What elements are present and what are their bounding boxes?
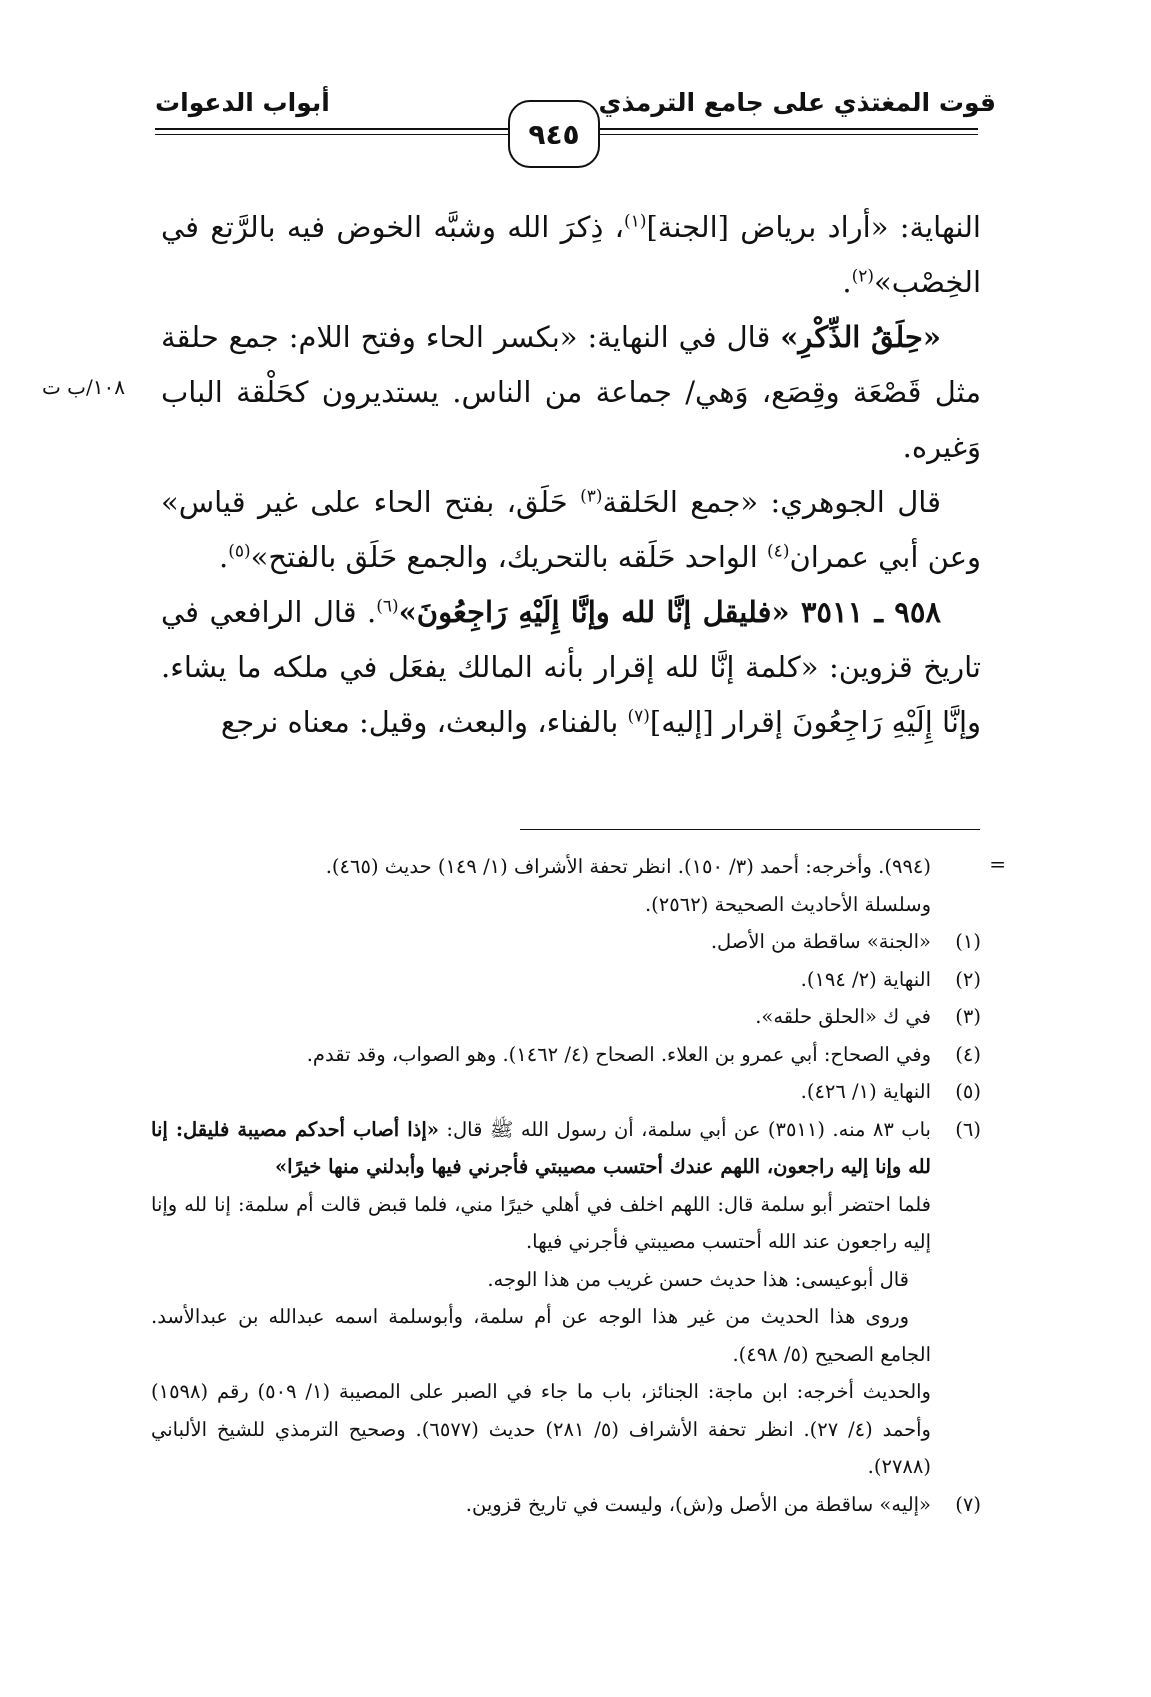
page-number: ٩٤٥ <box>508 100 600 168</box>
p1-text-b: ، ذِكرَ الله وشبَّه الخوض فيه بالرَّتع في الخِصْب» <box>161 210 981 299</box>
footnote-ref-7: (٧) <box>627 706 650 727</box>
footnote-6-grading: قال أبوعيسى: هذا حديث حسن غريب من هذا الوجه. <box>487 1267 909 1291</box>
footnote-7 <box>151 1486 981 1524</box>
p1-text-a: النهاية: «أراد برياض [الجنة] <box>646 210 981 244</box>
paragraph-2 <box>161 310 981 475</box>
footnote-separator <box>520 829 980 830</box>
p3-text-b: حَلَق، بفتح الحاء على غير قياس» وعن أبي عمران <box>161 485 981 574</box>
footnote-7-number: (٧) <box>955 1492 981 1516</box>
footnote-ref-6: (٦) <box>376 596 399 617</box>
footnote-2-text: النهاية (٢/ ١٩٤). <box>800 967 931 991</box>
p3-text-c: الواحد حَلَقه بالتحريك، والجمع حَلَق بالفتح» <box>250 540 768 574</box>
footnote-3 <box>151 998 981 1036</box>
main-text <box>161 200 981 750</box>
footnote-ref-3: (٣) <box>580 486 603 507</box>
footnote-continuation <box>151 848 981 923</box>
hadith-heading: ٩٥٨ ـ ٣٥١١ «فليقل إنَّا لله وإنَّا إِلَيْهِ رَاجِعُونَ» <box>398 595 941 629</box>
p4-text-b: بالفناء، والبعث، وقيل: معناه نرجع <box>220 705 628 739</box>
footnote-6-hadith: «إذا أصاب أحدكم مصيبة فليقل: إنا لله وإنا إليه راجعون، اللهم عندك أحتسب مصيبتي فأجرني فيها وأبدلني منها خيرًا» <box>151 1117 931 1178</box>
footnote-6-other-route: وروى هذا الحديث من غير هذا الوجه عن أم سلمة، وأبوسلمة اسمه عبدالله بن عبدالأسد. الجامع الصحيح (٥/ ٤٩٨). <box>151 1305 931 1366</box>
continuation-line-1: (٩٩٤). وأخرجه: أحمد (٣/ ١٥٠). انظر تحفة الأشراف (١/ ١٤٩) حديث (٤٦٥). <box>325 855 931 878</box>
chapter-title: أبواب الدعوات <box>155 88 330 117</box>
header-rule-left-thin <box>155 134 508 135</box>
footnote-6-narration: فلما احتضر أبو سلمة قال: اللهم اخلف في أهلي خيرًا مني، فلما قبض قالت أم سلمة: إنا لله وإنا إليه راجعون عند الله أحتسب مصيبتي فأجرني فيها. <box>151 1192 931 1253</box>
footnote-5-text: النهاية (١/ ٤٢٦). <box>800 1080 931 1103</box>
footnote-4-number: (٤) <box>955 1042 981 1066</box>
footnote-1-text: «الجنة» ساقطة من الأصل. <box>710 930 931 953</box>
continuation-line-2: وسلسلة الأحاديث الصحيحة (٢٥٦٢). <box>644 892 931 916</box>
header-rule-right <box>596 128 978 130</box>
p2-heading: «حِلَقُ الذِّكْرِ» <box>780 320 941 354</box>
footnote-6-text <box>151 1111 931 1186</box>
footnote-ref-2: (٢) <box>851 266 875 287</box>
p2-text: قال في النهاية: «بكسر الحاء وفتح اللام: جمع حلقة مثل قَصْعَة وقِصَع، وَهي/ جماعة من الناس. يستديرون كحَلْقة الباب وَغيره. <box>161 320 981 464</box>
footnote-3-text: في ك «الحلق حلقه». <box>755 1005 931 1028</box>
p3-text-a: قال الجوهري: «جمع الحَلقة <box>602 485 941 519</box>
footnote-1 <box>151 923 981 961</box>
header-rule-right-thin <box>596 134 978 135</box>
paragraph-3 <box>161 475 981 585</box>
footnote-4-text: وفي الصحاح: أبي عمرو بن العلاء. الصحاح (٤/ ١٤٦٢). وهو الصواب، وقد تقدم. <box>306 1042 931 1066</box>
footnote-6 <box>151 1111 981 1186</box>
continuation-mark: = <box>989 852 1006 876</box>
header-rule-left <box>155 128 508 130</box>
footnote-2-number: (٢) <box>955 967 981 991</box>
footnote-3-number: (٣) <box>955 1005 981 1028</box>
margin-manuscript-note: ١٠٨/ب ت <box>42 375 125 399</box>
paragraph-1 <box>161 200 981 310</box>
p3-text-d: . <box>219 540 229 574</box>
footnote-1-number: (١) <box>955 930 981 953</box>
p1-text-c: . <box>842 265 852 299</box>
footnote-ref-5: (٥) <box>228 541 251 562</box>
footnote-6-intro: باب ٨٣ منه. (٣٥١١) عن أبي سلمة، أن رسول الله ﷺ قال: <box>438 1117 931 1141</box>
footnote-ref-1: (١) <box>624 211 647 232</box>
footnote-4 <box>151 1036 981 1074</box>
footnote-7-text: «إليه» ساقطة من الأصل و(ش)، وليست في تاريخ قزوين. <box>465 1492 931 1516</box>
footnote-2 <box>151 961 981 999</box>
footnote-5 <box>151 1073 981 1111</box>
footnote-6-number: (٦) <box>955 1117 981 1141</box>
book-title: قوت المغتذي على جامع الترمذي <box>598 88 996 117</box>
footnote-6-takhrij: والحديث أخرجه: ابن ماجة: الجنائز، باب ما جاء في الصبر على المصيبة (١/ ٥٠٩) رقم (١٥٩٨) وأحمد (٤/ ٢٧). انظر تحفة الأشراف (٥/ ٢٨١) حديث (٦٥٧٧). وصحيح الترمذي للشيخ الألباني (٢٧٨٨). <box>151 1380 931 1478</box>
footnote-5-number: (٥) <box>955 1080 981 1103</box>
footnote-ref-4: (٤) <box>767 541 790 562</box>
paragraph-4 <box>161 585 981 750</box>
p4-text-a: . قال الرافعي في تاريخ قزوين: «كلمة إنَّا لله إقرار بأنه المالك يفعَل في ملكه ما يشاء. وإنَّا إِلَيْهِ رَاجِعُونَ إقرار [إليه] <box>161 595 981 739</box>
footnotes <box>151 848 981 1523</box>
